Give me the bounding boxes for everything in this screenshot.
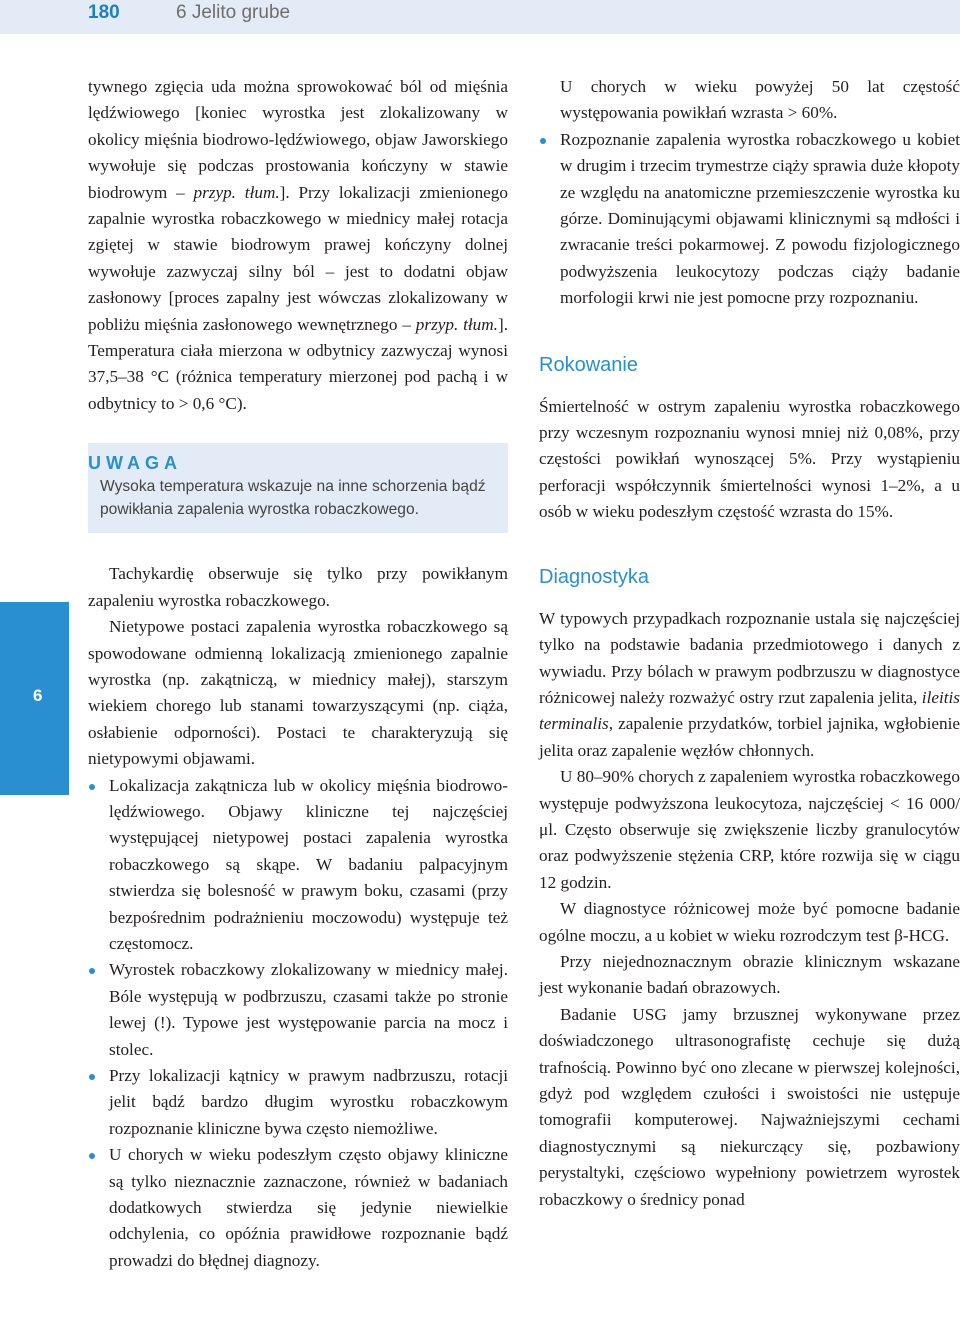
text-run: tywnego zgięcia uda można sprowokować ból od mięśnia lędźwiowego [koniec wyrostka jest zlokalizowany w okolicy mięśnia biodrowo-lędźwiowego, objaw Jaworskiego wywołuje się podczas prostowania kończyny w stawie biodrowym –	[88, 77, 508, 202]
right-column	[539, 74, 960, 1213]
list-item-text: Lokalizacja zakątnicza lub w okolicy mięśnia biodrowo-lędźwiowego. Objawy kliniczne tej najczęściej występującej nietypowej postaci zapalenia wyrostka robaczkowego są skąpe. W badaniu palpacyjnym stwierdza się bolesność w prawym boku, czasami (przy bezpośrednim podrażnieniu moczowodu) występuje też częstomocz.	[109, 775, 508, 953]
warning-box	[88, 443, 508, 533]
heading-diagnostics: Diagnostyka	[539, 565, 650, 588]
chapter-title: 6 Jelito grube	[176, 2, 291, 23]
list-item-text: Wyrostek robaczkowy zlokalizowany w miednicy małej. Bóle występują w podbrzuszu, czasami także po stronie lewej (!). Typowe jest występowanie parcia na mocz i stolec.	[109, 960, 508, 1059]
heading-prognosis: Rokowanie	[539, 353, 638, 376]
text-run: ]. Temperatura ciała mierzona w odbytnicy zazwyczaj wynosi 37,5–38 °C (różnica temperatury mierzonej pod pachą i w odbytnicy to > 0,6 °C).	[88, 314, 508, 413]
paragraph-diagnostics-4: Przy niejednoznacznym obrazie klinicznym wskazane jest wykonanie badań obrazowych.	[539, 951, 960, 998]
translator-note: przyp. tłum.	[193, 182, 280, 202]
paragraph-diagnostics-5: Badanie USG jamy brzusznej wykonywane przez doświadczonego ultrasonografistę cechuje się dużą trafnością. Powinno być ono zlecane w pierwszej kolejności, gdyż pod względem czułości i swoistości nie ustępuje tomografii komputerowej. Najważniejszymi cechami diagnostycznymi są niekurczący się, pozbawiony perystaltyki, częściowo wypełniony powietrzem wyrostek robaczkowy o średnicy ponad	[539, 1004, 960, 1209]
left-column	[88, 74, 508, 1274]
bullet-icon	[89, 1074, 95, 1080]
paragraph-diagnostics-2: U 80–90% chorych z zapaleniem wyrostka robaczkowego występuje podwyższona leukocytoza, najczęściej < 16 000/μl. Często obserwuje się zwiększenie liczby granulocytów oraz podwyższenie stężenia CRP, które rozwija się w ciągu 12 godzin.	[539, 767, 960, 892]
paragraph-diagnostics-1	[539, 606, 960, 764]
list-item-text: U chorych w wieku podeszłym często objawy kliniczne są tylko nieznacznie zaznaczone, również w badaniach dodatkowych stwierdza się jedynie niewielkie odchylenia, co opóźnia prawidłowe rozpoznanie bądź prowadzi do błędnej diagnozy.	[109, 1145, 508, 1270]
paragraph-diagnostics-3: W diagnostyce różnicowej może być pomocne badanie ogólne moczu, a u kobiet w wieku rozrodczym test β-HCG.	[539, 899, 960, 945]
list-item	[88, 1142, 508, 1274]
text-run: W typowych przypadkach rozpoznanie ustala się najczęściej tylko na podstawie badania przedmiotowego i danych z wywiadu. Przy bólach w prawym podbrzuszu w diagnostyce różnicowej należy rozważyć ostry rzut zapalenia jelita,	[539, 608, 960, 707]
warning-text: Wysoka temperatura wskazuje na inne schorzenia bądź powikłania zapalenia wyrostka robaczkowego.	[100, 478, 486, 519]
list-item-text: Rozpoznanie zapalenia wyrostka robaczkowego u kobiet w drugim i trzecim trymestrze ciąży sprawia duże kłopoty ze względu na anatomiczne przemieszczenie wyrostka ku górze. Dominującymi objawami klinicznymi są mdłości i zwracanie treści pokarmowej. Z powodu fizjologicznego podwyższenia leukocytozy podczas ciąży badanie morfologii krwi nie jest pomocne przy rozpoznaniu.	[560, 129, 960, 308]
list-item-text: Przy lokalizacji kątnicy w prawym nadbrzuszu, rotacji jelit bądź bardzo długim wyrostku robaczkowym rozpoznanie kliniczne bywa często niemożliwe.	[109, 1066, 508, 1138]
bullet-icon	[89, 1153, 95, 1159]
list-item-continued	[539, 74, 960, 127]
continued-list	[539, 74, 960, 312]
list-item	[88, 1063, 508, 1142]
chapter-tab-label: 6	[33, 686, 43, 705]
paragraph-signs	[88, 74, 508, 417]
chapter-side-tab	[0, 602, 69, 795]
text-run: , zapalenie przydatków, torbiel jajnika, wgłobienie jelita oraz zapalenie węzłów chłonnych.	[539, 714, 960, 760]
list-item	[88, 957, 508, 1063]
latin-term: ileitis terminalis	[539, 687, 960, 734]
translator-note: przyp. tłum.	[415, 314, 498, 334]
list-item	[88, 773, 508, 958]
text-run: ]. Przy lokalizacji zmienionego zapalnie wyrostka robaczkowego w miednicy małej rotacja zgiętej w stawie biodrowym prawej kończyny dolnej wywołuje zazwyczaj silny ból – jest to dodatni objaw zasłonowy [proces zapalny jest wówczas zlokalizowany w pobliżu mięśnia zasłonowego wewnętrznego –	[88, 182, 508, 334]
list-item-text: U chorych w wieku powyżej 50 lat częstość występowania powikłań wzrasta > 60%.	[560, 77, 960, 123]
list-item	[539, 127, 960, 312]
bullet-icon	[89, 968, 95, 974]
paragraph-prognosis: Śmiertelność w ostrym zapaleniu wyrostka robaczkowego przy wczesnym rozpoznaniu wynosi mniej niż 0,08%, przy częstości powikłań wynoszącej 5%. Przy wystąpieniu perforacji współczynnik śmiertelności wynosi 1–2%, a u osób w wieku podeszłym częstość wzrasta do 15%.	[539, 396, 960, 522]
page-number: 180	[88, 2, 120, 23]
page-header	[0, 0, 960, 34]
warning-title: UWAGA	[88, 453, 182, 474]
paragraph-atypical: Nietypowe postaci zapalenia wyrostka robaczkowego są spowodowane odmienną lokalizacją zmienionego zapalnie wyrostka (np. zakątniczą, w miednicy małej), starszym wiekiem chorego lub stanami towarzyszącymi (np. ciąża, osłabienie odporności). Postaci te charakteryzują się nietypowymi objawami.	[88, 617, 508, 769]
atypical-forms-list	[88, 773, 508, 1275]
bullet-icon	[540, 138, 546, 144]
bullet-icon	[89, 784, 95, 790]
paragraph-tachycardia: Tachykardię obserwuje się tylko przy powikłanym zapaleniu wyrostka robaczkowego.	[88, 564, 508, 610]
